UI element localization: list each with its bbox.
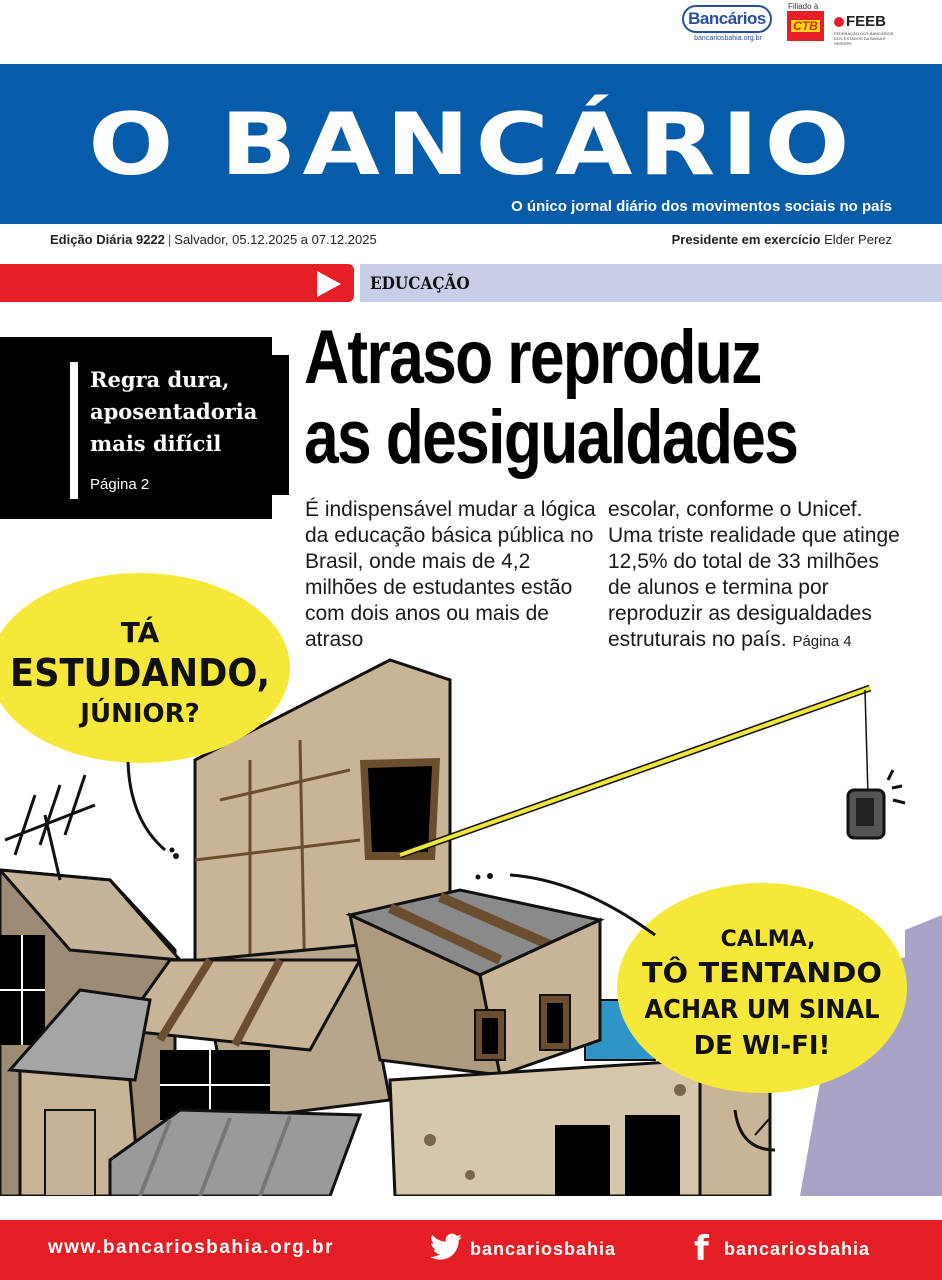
website-link[interactable]: www.bancariosbahia.org.br	[48, 1237, 334, 1258]
teaser-title-line: aposentadoria	[90, 399, 258, 424]
window-icon	[368, 766, 432, 852]
twitter-handle-link[interactable]: bancariosbahia	[470, 1239, 617, 1259]
bubble-right-line: ACHAR UM SINAL	[644, 995, 880, 1025]
edition-location-dates: Salvador, 05.12.2025 a 07.12.2025	[174, 232, 377, 247]
feeb-dot-icon	[834, 17, 844, 27]
ctb-logo[interactable]	[787, 11, 824, 41]
bancarios-logo-url: bancariosbahia.org.br	[694, 35, 762, 42]
bubble-right-line: DE WI-FI!	[693, 1031, 831, 1061]
article-body-text: escolar, conforme o Unicef. Uma triste realidade que atinge 12,5% do total de 33 milhões de alunos e termina por reproduzir as desigualdades estruturais no país.	[608, 498, 900, 651]
article-body-column-1: É indispensável mudar a lógica da educação básica pública no Brasil, onde mais de 4,2 milhões de estudantes estão com dois anos ou mais de atraso	[305, 498, 596, 651]
ctb-logo-text: CTB	[793, 19, 818, 33]
feeb-logo-text: FEEB	[846, 13, 887, 30]
section-accent-bar	[0, 264, 354, 302]
feeb-logo[interactable]	[834, 13, 886, 30]
newspaper-tagline: O único jornal diário dos movimentos sociais no país	[511, 198, 892, 215]
teaser-page-ref[interactable]: Página 2	[90, 476, 150, 493]
facebook-handle-link[interactable]: bancariosbahia	[724, 1239, 871, 1259]
edition-number: Edição Diária 9222	[50, 232, 165, 247]
edition-info	[50, 232, 377, 247]
president-label: Presidente em exercício	[671, 232, 821, 247]
door	[45, 1110, 95, 1196]
bubble-right-line: TÔ TENTANDO	[642, 956, 866, 989]
bubble-right-line: CALMA,	[720, 927, 816, 952]
cartoon-illustration	[0, 560, 942, 1196]
teaser-accent-bar	[70, 362, 78, 499]
headline-line: as desigualdades	[304, 395, 798, 480]
feeb-subtitle: FEDERAÇÃO DOS BANCÁRIOS DOS ESTADOS DA BAHIA E SERGIPE	[834, 31, 894, 46]
bubble-left-line: ESTUDANDO,	[10, 651, 270, 695]
teaser-title[interactable]	[90, 364, 280, 460]
twitter-bird-icon[interactable]	[430, 1233, 462, 1261]
headline-line: Atraso reproduz	[304, 315, 761, 400]
president-name: Elder Perez	[824, 232, 892, 247]
article-page-ref[interactable]: Página 4	[792, 633, 852, 650]
article-headline	[304, 315, 829, 480]
edition-separator: |	[167, 232, 172, 247]
play-arrow-icon	[317, 271, 341, 297]
newspaper-title: O BANCÁRIO	[88, 94, 856, 195]
masthead	[0, 64, 942, 224]
facebook-f-icon[interactable]: f	[694, 1229, 709, 1269]
president-info	[672, 232, 892, 247]
partner-logos	[0, 0, 942, 62]
filiado-label: Filiado à	[788, 2, 819, 11]
teaser-title-line: mais difícil	[90, 431, 222, 456]
window-icon	[555, 1125, 610, 1196]
section-label[interactable]: EDUCAÇÃO	[370, 274, 470, 294]
bancarios-logo[interactable]: Bancários	[682, 5, 772, 33]
window-icon	[625, 1115, 680, 1196]
bubble-left-line: JÚNIOR?	[80, 699, 200, 729]
bubble-left-line: TÁ	[120, 616, 160, 649]
teaser-title-line: Regra dura,	[90, 367, 230, 392]
